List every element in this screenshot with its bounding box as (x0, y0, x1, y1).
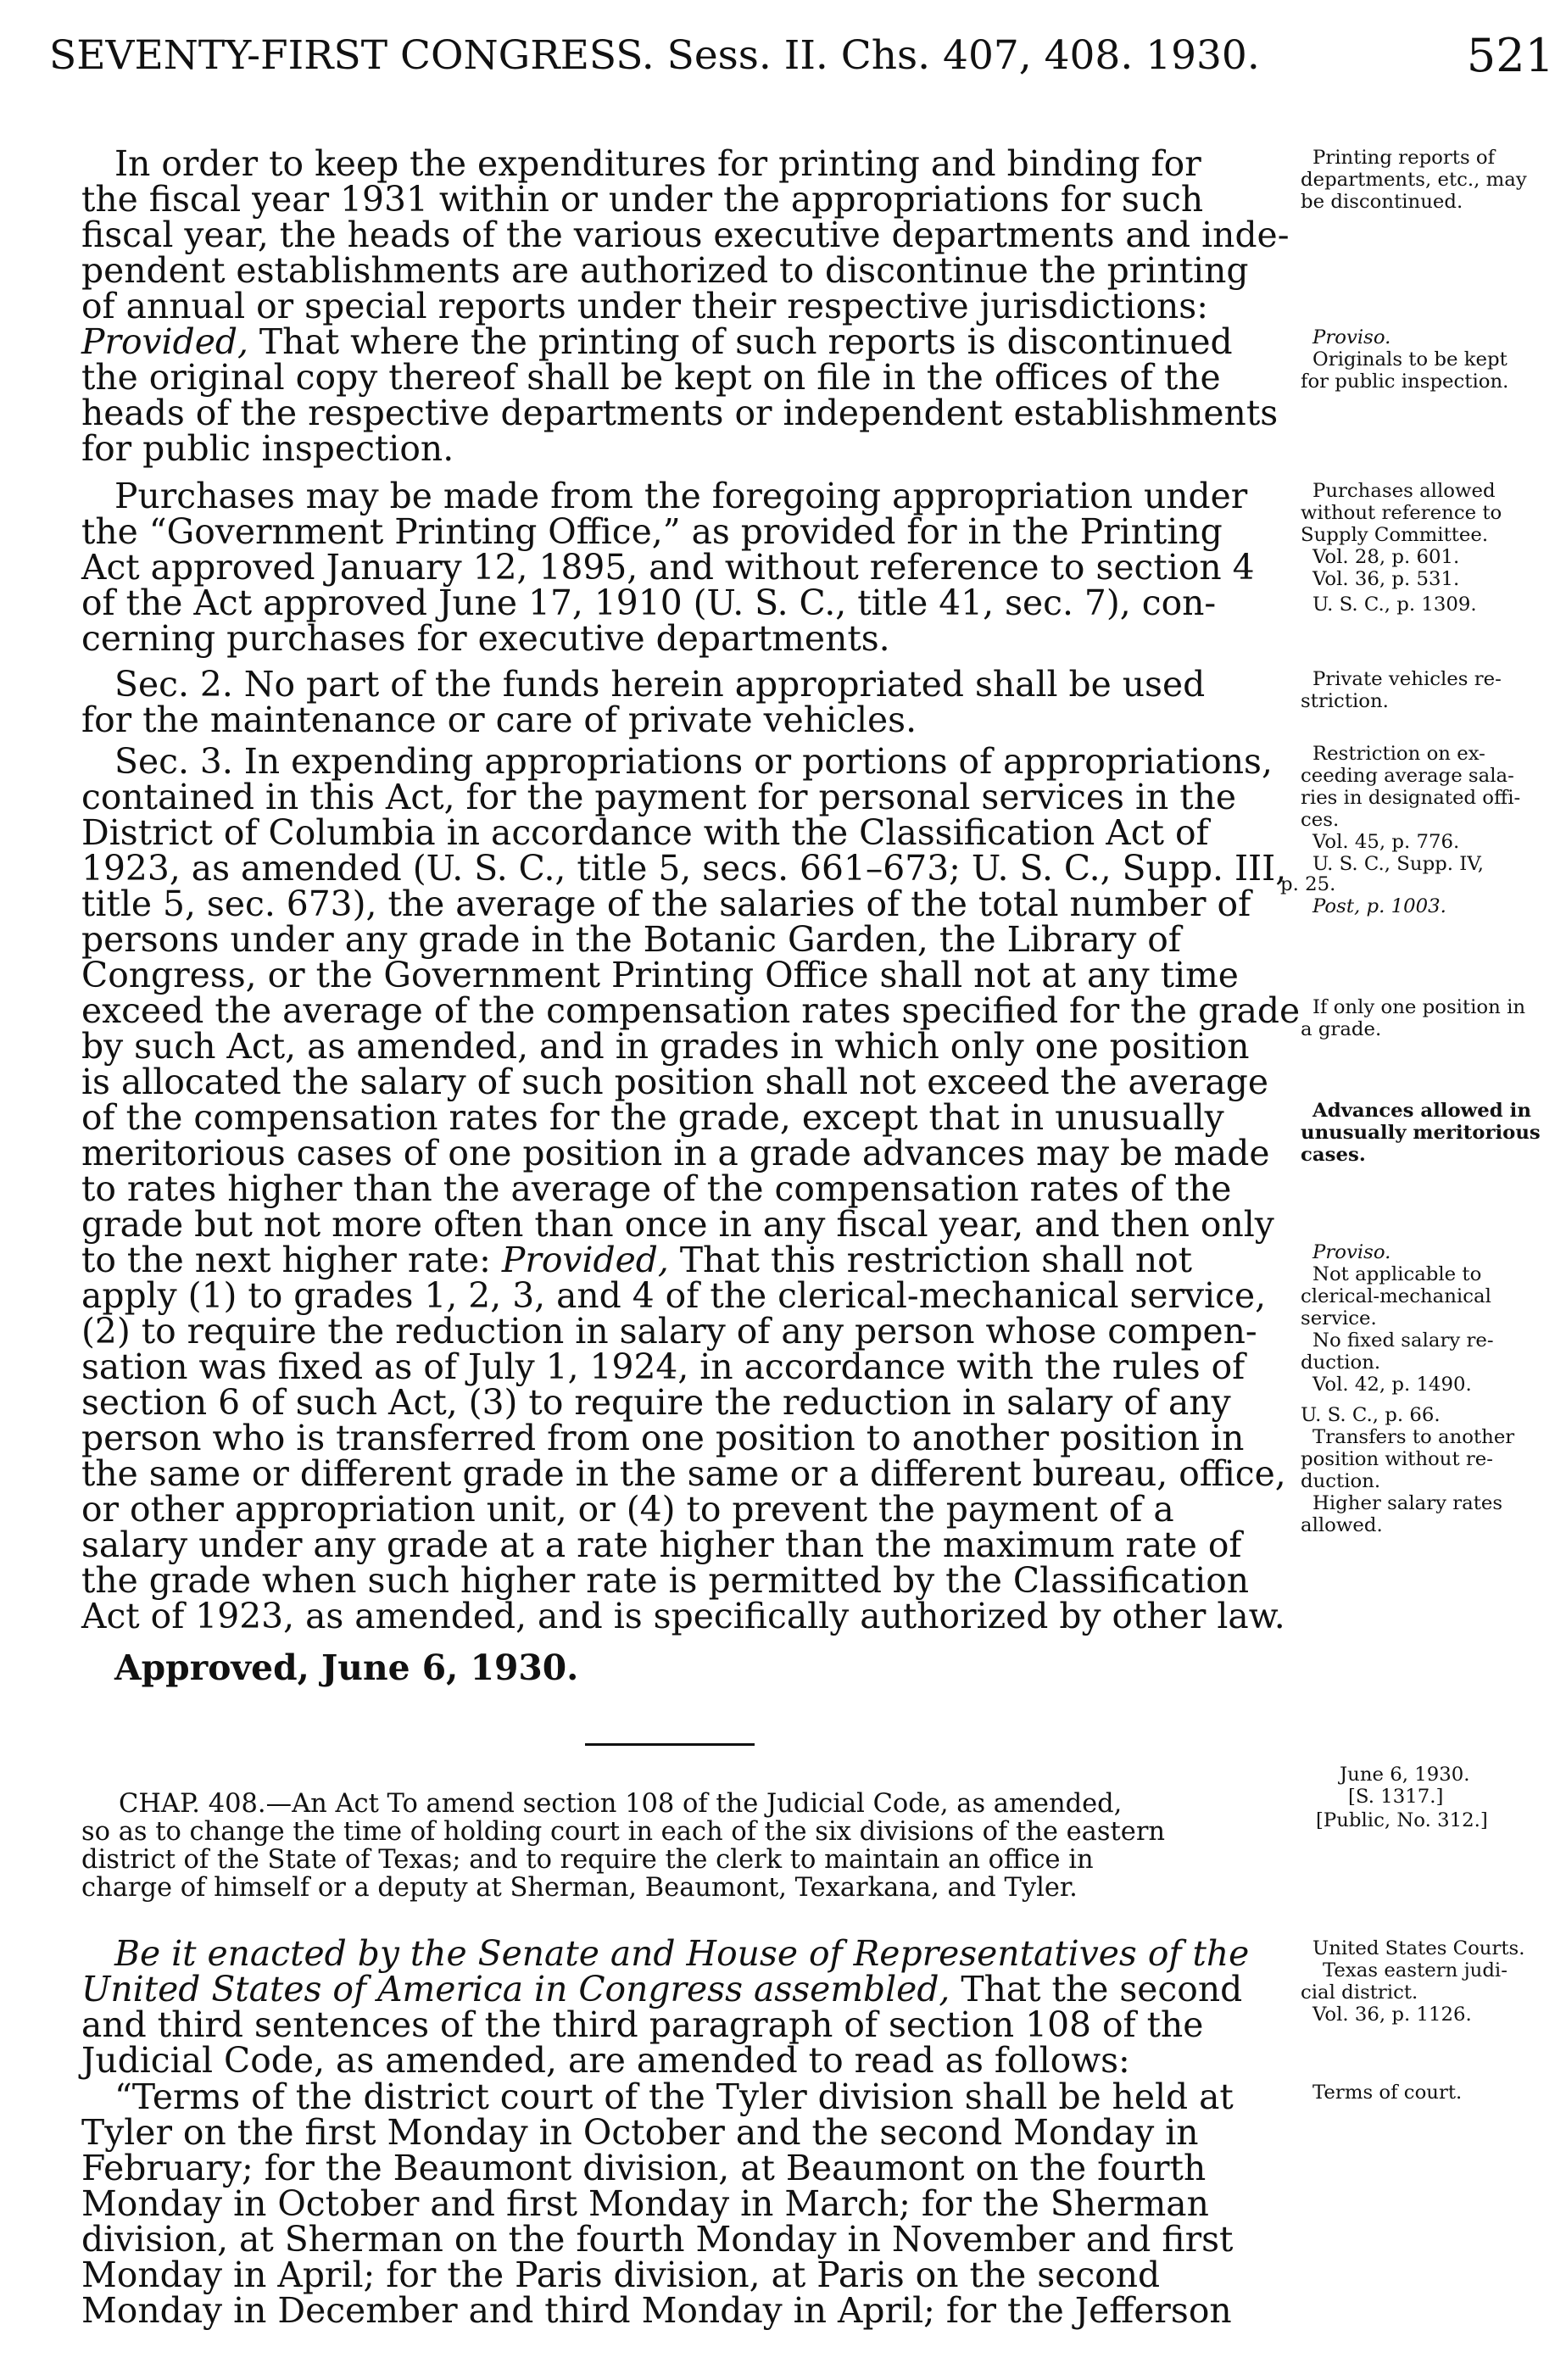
body-line: Monday in April; for the Paris division, at Paris on the second (81, 2255, 1161, 2295)
body-line: salary under any grade at a rate higher than the maximum rate of (81, 1524, 1242, 1565)
body-line: fiscal year, the heads of the various executive departments and inde- (81, 215, 1290, 255)
body-line: pendent establishments are authorized to discontinue the printing (81, 250, 1249, 291)
chapter-heading: so as to change the time of holding court in each of the six divisions of the eastern (81, 1817, 1166, 1847)
body-line: the original copy thereof shall be kept on file in the offices of the (81, 357, 1221, 398)
body-line: heads of the respective departments or independent establishments (81, 393, 1279, 433)
margin-note: Vol. 45, p. 776. (1312, 831, 1460, 853)
body-line: for public inspection. (81, 428, 454, 469)
margin-note: U. S. C., Supp. IV, (1312, 853, 1484, 875)
margin-note: a grade. (1301, 1018, 1382, 1040)
margin-note: Supply Committee. (1301, 524, 1489, 546)
body-line: of annual or special reports under their respective jurisdictions: (81, 286, 1208, 326)
margin-note: Vol. 28, p. 601. (1312, 546, 1460, 568)
margin-note: Higher salary rates (1312, 1492, 1503, 1514)
body-line: cerning purchases for executive departments. (81, 618, 890, 659)
margin-note: duction. (1301, 1470, 1381, 1492)
body-line: to rates higher than the average of the compensation rates of the (81, 1168, 1232, 1209)
section-divider (585, 1743, 755, 1746)
margin-note: United States Courts. (1312, 1937, 1525, 1959)
margin-note: Post, p. 1003. (1312, 895, 1446, 917)
margin-note: [S. 1317.] (1348, 1786, 1444, 1808)
body-line: grade but not more often than once in any fiscal year, and then only (81, 1204, 1274, 1245)
margin-note: Vol. 42, p. 1490. (1312, 1374, 1472, 1396)
body-line: the same or different grade in the same or a different bureau, office, (81, 1453, 1286, 1494)
chapter-heading: district of the State of Texas; and to require the clerk to maintain an office in (81, 1845, 1094, 1875)
body-line: February; for the Beaumont division, at Beaumont on the fourth (81, 2148, 1207, 2188)
margin-note: Proviso. (1312, 1241, 1391, 1263)
margin-note: U. S. C., p. 66. (1301, 1404, 1441, 1426)
margin-note: [Public, No. 312.] (1316, 1809, 1488, 1831)
body-line: District of Columbia in accordance with the Classification Act of (81, 812, 1209, 853)
margin-note: Printing reports of (1312, 147, 1496, 169)
margin-note: June 6, 1930. (1340, 1764, 1470, 1786)
margin-note: ries in designated offi- (1301, 787, 1521, 809)
provided-italic: Provided, (81, 321, 248, 362)
body-line: contained in this Act, for the payment for personal services in the (81, 777, 1237, 817)
body-line: sation was fixed as of July 1, 1924, in accordance with the rules of (81, 1346, 1246, 1387)
margin-note: departments, etc., may (1301, 169, 1527, 191)
body-line: Monday in December and third Monday in April; for the Jefferson (81, 2290, 1232, 2331)
margin-note: duction. (1301, 1352, 1381, 1374)
enacting-clause: United States of America in Congress assembled, That the second (81, 1969, 1243, 2009)
margin-note: Transfers to another (1312, 1426, 1515, 1448)
body-line: (2) to require the reduction in salary of any person whose compen- (81, 1311, 1257, 1352)
body-line: exceed the average of the compensation rates specified for the grade (81, 990, 1301, 1031)
margin-note: Purchases allowed (1312, 480, 1496, 502)
body-line: person who is transferred from one position to another position in (81, 1418, 1245, 1458)
page-number: 521 (1466, 29, 1554, 82)
body-line: of the Act approved June 17, 1910 (U. S. C., title 41, sec. 7), con- (81, 582, 1217, 623)
chapter-heading: charge of himself or a deputy at Sherman, Beaumont, Texarkana, and Tyler. (81, 1873, 1078, 1903)
margin-note: allowed. (1301, 1514, 1383, 1536)
body-line: Purchases may be made from the foregoing appropriation under (114, 476, 1248, 516)
body-line: meritorious cases of one position in a grade advances may be made (81, 1133, 1270, 1173)
margin-note: Vol. 36, p. 531. (1312, 568, 1460, 590)
margin-note: unusually meritorious (1301, 1122, 1541, 1144)
margin-note: cial district. (1301, 1981, 1418, 2004)
margin-note: position without re- (1301, 1448, 1493, 1470)
running-head: SEVENTY-FIRST CONGRESS. Sess. II. Chs. 407, 408. 1930. (49, 32, 1260, 79)
enacting-clause: Be it enacted by the Senate and House of Representatives of the (114, 1933, 1250, 1974)
margin-note: Not applicable to (1312, 1263, 1482, 1285)
body-line: Monday in October and first Monday in March; for the Sherman (81, 2183, 1209, 2224)
body-line: “Terms of the district court of the Tyler division shall be held at (114, 2076, 1234, 2117)
body-line: is allocated the salary of such position shall not exceed the average (81, 1062, 1269, 1102)
margin-note: clerical-mechanical (1301, 1285, 1491, 1307)
margin-note: If only one position in (1312, 996, 1526, 1018)
margin-note: striction. (1301, 690, 1389, 712)
body-line: Act approved January 12, 1895, and without reference to section 4 (81, 547, 1255, 588)
provided-italic: Provided, (501, 1240, 669, 1280)
margin-note: Private vehicles re- (1312, 668, 1502, 690)
margin-note: ces. (1301, 809, 1340, 831)
body-line: Sec. 2. No part of the funds herein appropriated shall be used (114, 664, 1206, 705)
body-line: Sec. 3. In expending appropriations or portions of appropriations, (114, 741, 1273, 782)
body-line: to the next higher rate: Provided, That this restriction shall not (81, 1240, 1193, 1280)
body-line: apply (1) to grades 1, 2, 3, and 4 of the clerical-mechanical service, (81, 1275, 1267, 1316)
body-line: division, at Sherman on the fourth Monday in November and first (81, 2219, 1234, 2260)
margin-note: Texas eastern judi- (1323, 1959, 1507, 1981)
margin-note: cases. (1301, 1144, 1366, 1166)
page-header (49, 31, 1554, 81)
body-line: for the maintenance or care of private vehicles. (81, 700, 917, 740)
body-line: the fiscal year 1931 within or under the appropriations for such (81, 179, 1204, 220)
margin-note: No fixed salary re- (1312, 1329, 1494, 1352)
margin-note: Terms of court. (1312, 2082, 1463, 2104)
body-line: In order to keep the expenditures for printing and binding for (114, 143, 1201, 184)
margin-note: Restriction on ex- (1312, 743, 1485, 765)
approved-date: Approved, June 6, 1930. (114, 1647, 579, 1688)
body-line: of the compensation rates for the grade, except that in unusually (81, 1097, 1224, 1138)
margin-note: service. (1301, 1307, 1377, 1329)
chapter-heading: CHAP. 408.—An Act To amend section 108 of the Judicial Code, as amended, (119, 1789, 1123, 1819)
body-line: Judicial Code, as amended, are amended to read as follows: (81, 2040, 1130, 2081)
body-line: or other appropriation unit, or (4) to prevent the payment of a (81, 1489, 1174, 1530)
margin-note: p. 25. (1280, 873, 1336, 895)
body-line: the “Government Printing Office,” as provided for in the Printing (81, 511, 1223, 552)
body-line: 1923, as amended (U. S. C., title 5, secs. 661–673; U. S. C., Supp. III, (81, 848, 1287, 889)
margin-note: for public inspection. (1301, 371, 1509, 393)
margin-note: be discontinued. (1301, 191, 1463, 213)
body-line: by such Act, as amended, and in grades in which only one position (81, 1026, 1250, 1067)
margin-note: Originals to be kept (1312, 348, 1507, 371)
margin-note: Vol. 36, p. 1126. (1312, 2004, 1472, 2026)
margin-note: Advances allowed in (1312, 1100, 1531, 1122)
body-line: the grade when such higher rate is permitted by the Classification (81, 1560, 1250, 1601)
margin-note: U. S. C., p. 1309. (1312, 594, 1477, 616)
margin-note: without reference to (1301, 502, 1502, 524)
body-line: Tyler on the first Monday in October and the second Monday in (81, 2112, 1199, 2153)
body-line: Congress, or the Government Printing Office shall not at any time (81, 955, 1239, 995)
body-line: and third sentences of the third paragraph of section 108 of the (81, 2004, 1204, 2045)
body-line: Act of 1923, as amended, and is specifically authorized by other law. (81, 1596, 1285, 1636)
body-line: section 6 of such Act, (3) to require the reduction in salary of any (81, 1382, 1231, 1423)
body-line: persons under any grade in the Botanic Garden, the Library of (81, 919, 1181, 960)
body-line: Provided, That where the printing of such reports is discontinued (81, 321, 1233, 362)
body-line: title 5, sec. 673), the average of the salaries of the total number of (81, 883, 1251, 924)
margin-note: ceeding average sala- (1301, 765, 1514, 787)
margin-note: Proviso. (1312, 326, 1391, 348)
